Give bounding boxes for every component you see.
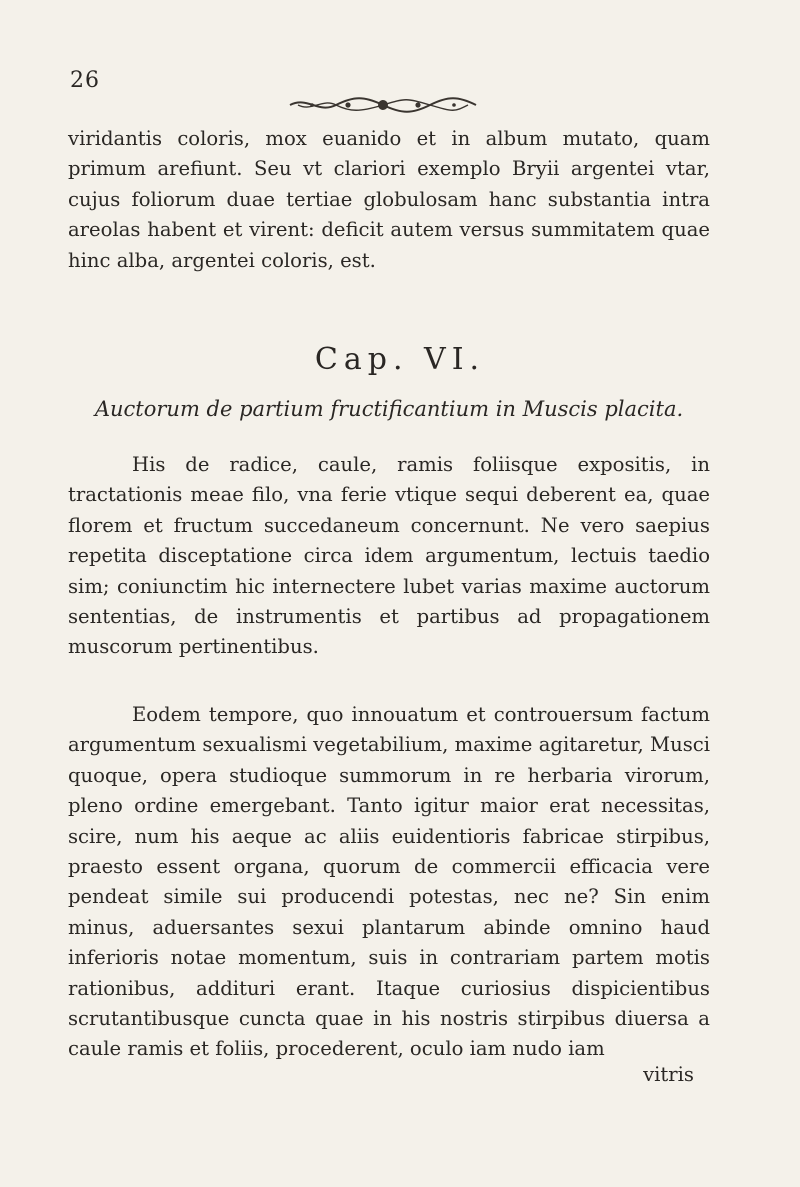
paragraph-1: viridantis coloris, mox euanido et in album mutato, quam primum arefiunt. Seu vt clariori exemplo Bryii argentei vtar, cujus foliorum duae tertiae globulosam hanc substantia intra areolas habent et virent: deficit autem versus summitatem quae hinc alba, argentei coloris, est. (68, 127, 710, 272)
printer-ornament-icon (288, 92, 478, 118)
paragraph-2: His de radice, caule, ramis foliisque expositis, in tractationis meae filo, vna ferie vtique sequi deberent ea, quae florem et fructum succedaneum concernunt. Ne vero saepius repetita disceptatione circa idem argumentum, lectuis taedio sim; coniunctim hic internectere lubet varias maxime auctorum sententias, de instrumentis et partibus ad propagationem muscorum pertinentibus. (68, 453, 710, 659)
chapter-subtitle: Auctorum de partium fructificantium in Muscis placita. (94, 397, 684, 421)
page-number: 26 (70, 68, 100, 93)
paragraph-3: Eodem tempore, quo innouatum et controuersum factum argumentum sexualismi vegetabilium, maxime agitaretur, Musci quoque, opera studioque summorum in re herbaria virorum, pleno ordine emergebant. Tanto igitur maior erat necessitas, scire, num his aeque ac aliis euidentioris fabricae stirpibus, praesto essent organa, quorum de commercii efficacia vere pendeat simile sui producendi potestas, nec ne? Sin enim minus, aduersantes sexui plantarum abinde omnino haud inferioris notae momentum, suis in contrariam partem motis rationibus, addituri erant. Itaque curiosius dispicientibus scrutantibusque cuncta quae in his nostris stirpibus diuersa a caule ramis et foliis, procederent, oculo iam nudo iam (68, 703, 710, 1061)
chapter-heading: Cap. VI. (314, 342, 486, 377)
catchword: vitris (643, 1063, 694, 1086)
